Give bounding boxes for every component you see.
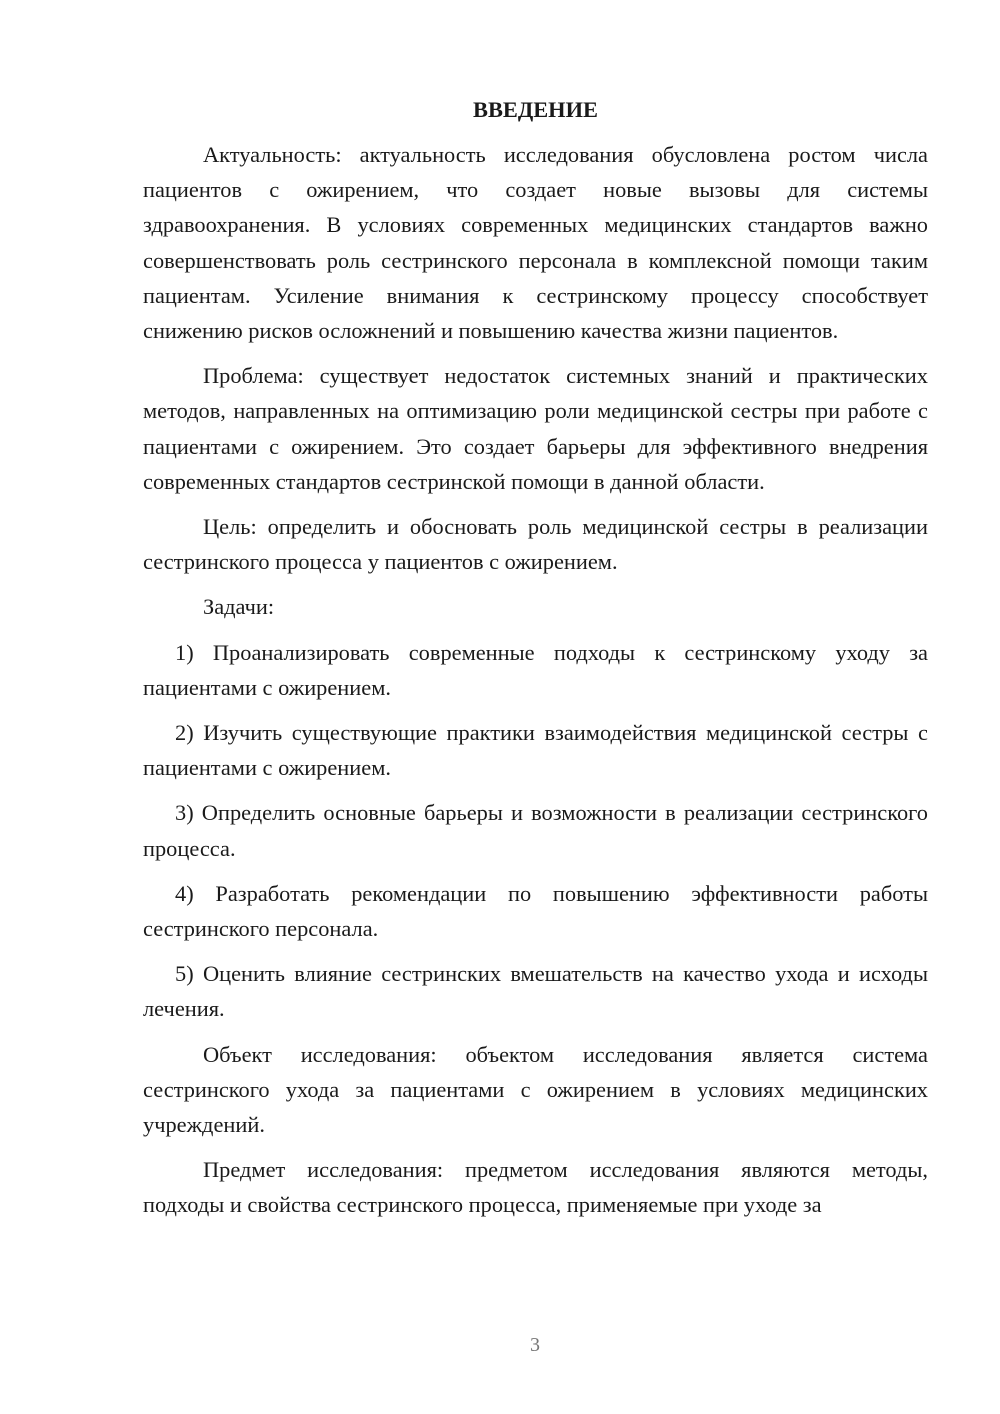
task-text: Оценить влияние сестринских вмешательств на качество ухода и исходы лечения. xyxy=(143,961,928,1022)
task-number: 2) xyxy=(175,720,194,746)
task-text: Разработать рекомендации по повышению эффективности работы сестринского персонала. xyxy=(143,880,928,942)
task-text: Изучить существующие практики взаимодействия медицинской сестры с пациентами с ожирением. xyxy=(143,720,928,781)
task-item xyxy=(143,795,928,865)
task-item xyxy=(143,715,928,785)
task-item xyxy=(143,876,928,946)
paragraph-goal: Цель: определить и обосновать роль медицинской сестры в реализации сестринского процесса у пациентов с ожирением. xyxy=(143,514,928,575)
task-number: 4) xyxy=(175,880,194,906)
task-item xyxy=(143,956,928,1026)
task-number: 1) xyxy=(175,639,194,665)
task-text: Проанализировать современные подходы к сестринскому уходу за пациентами с ожирением. xyxy=(143,639,928,700)
paragraph-subject: Предмет исследования: предметом исследования являются методы, подходы и свойства сестринского процесса, применяемые при уходе за xyxy=(143,1157,928,1218)
section-heading: ВВЕДЕНИЕ xyxy=(473,97,598,122)
paragraph-object: Объект исследования: объектом исследования является система сестринского ухода за пациентами с ожирением в условиях медицинских учреждений. xyxy=(143,1041,928,1138)
task-item xyxy=(143,635,928,705)
paragraph-problem: Проблема: существует недостаток системных знаний и практических методов, направленных на оптимизацию роли медицинской сестры при работе с пациентами с ожирением. Это создает барьеры для эффективного внедрения современных стандартов сестринской помощи в данной области. xyxy=(143,363,928,494)
tasks-label: Задачи: xyxy=(203,594,275,620)
page-number: 3 xyxy=(530,1334,540,1356)
task-number: 3) xyxy=(175,800,194,826)
document-body xyxy=(143,92,928,1233)
paragraph-relevance: Актуальность: актуальность исследования обусловлена ростом числа пациентов с ожирением, что создает новые вызовы для системы здравоохранения. В условиях современных медицинских стандартов важно совершенствовать роль сестринского персонала в комплексной помощи таким пациентам. Усиление внимания к сестринскому процессу способствует снижению рисков осложнений и повышению качества жизни пациентов. xyxy=(143,142,928,344)
task-text: Определить основные барьеры и возможности в реализации сестринского процесса. xyxy=(143,800,928,861)
task-number: 5) xyxy=(175,961,194,987)
